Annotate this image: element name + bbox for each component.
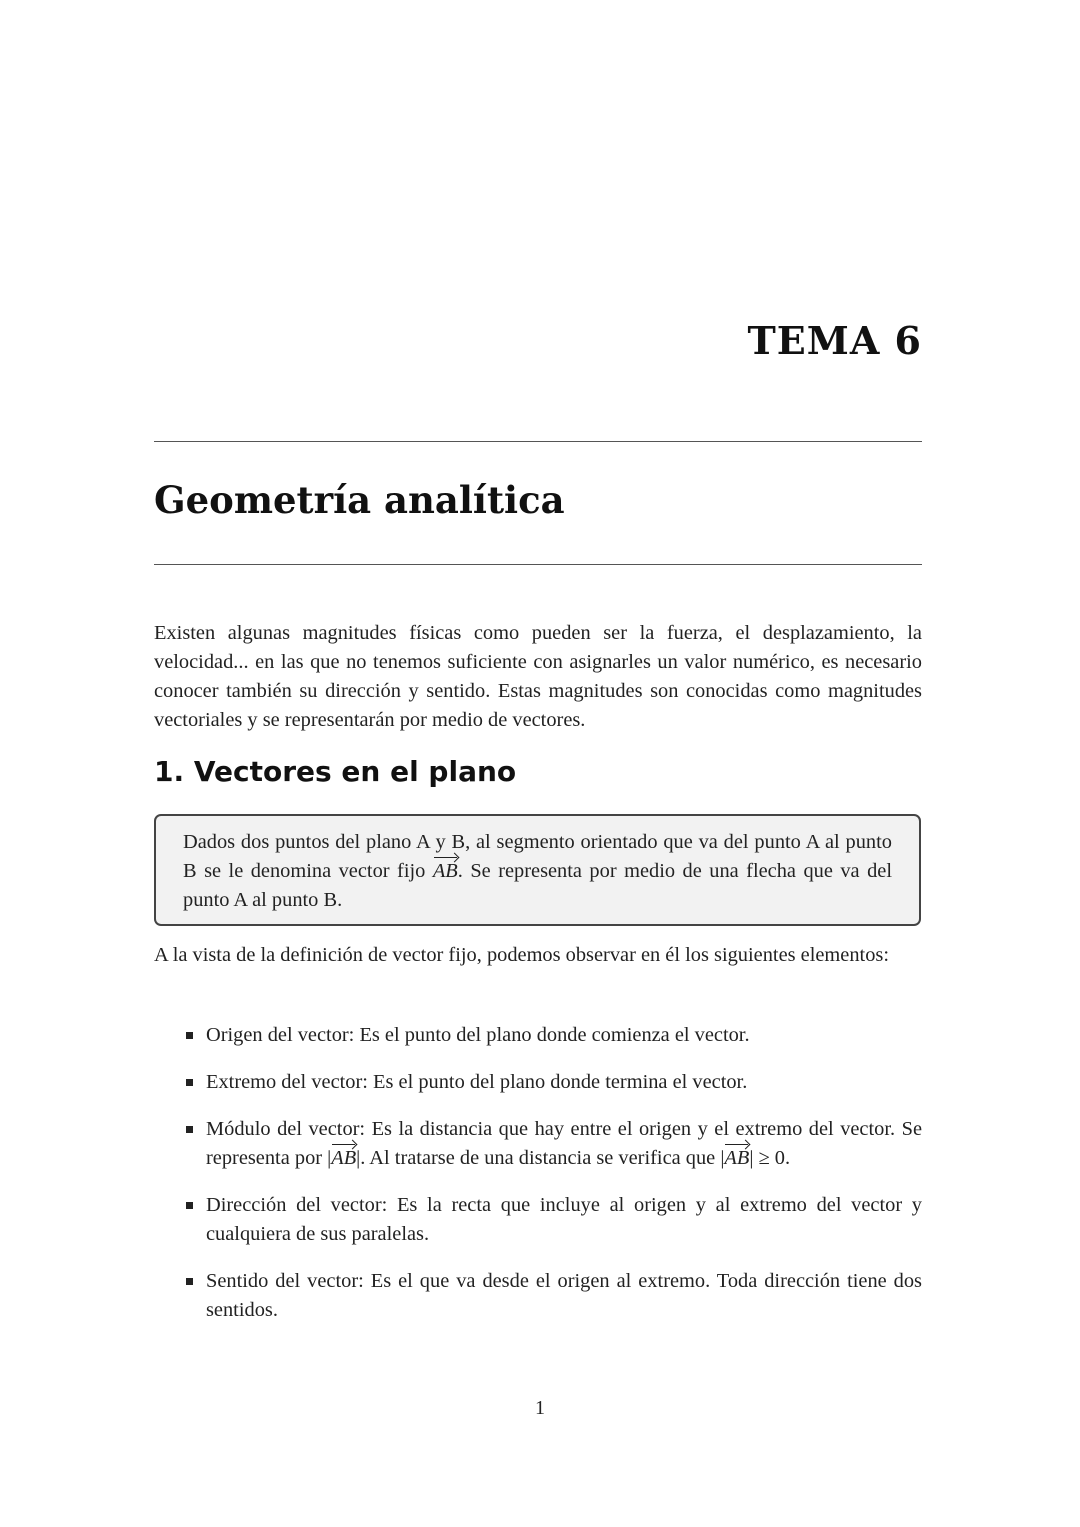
bullet-square-icon xyxy=(186,1202,193,1209)
definition-text-after: . Se representa por medio de una flecha que va del punto A al punto B. xyxy=(183,860,892,911)
vector-ab: AB xyxy=(433,857,458,886)
after-definition-paragraph: A la vista de la definición de vector fijo, podemos observar en él los siguientes elementos: xyxy=(154,944,889,966)
list-item-text: Extremo del vector: Es el punto del plano donde termina el vector. xyxy=(206,1071,748,1093)
chapter-title: Geometría analítica xyxy=(154,478,565,522)
list-item-origin xyxy=(154,1021,922,1050)
modulus-text-after: | ≥ 0. xyxy=(749,1147,791,1169)
list-item-end xyxy=(154,1068,922,1097)
vector-ab: AB xyxy=(724,1144,749,1173)
bullet-square-icon xyxy=(186,1126,193,1133)
section-heading: 1. Vectores en el plano xyxy=(154,755,517,788)
rule-bottom xyxy=(154,564,922,565)
chapter-label: TEMA 6 xyxy=(747,318,922,363)
bullet-square-icon xyxy=(186,1032,193,1039)
definition-text xyxy=(183,828,892,915)
list-item-sense xyxy=(154,1267,922,1325)
intro-paragraph: Existen algunas magnitudes físicas como pueden ser la fuerza, el desplazamiento, la velocidad... en las que no tenemos suficiente con asignarles un valor numérico, es necesario conocer también su dirección y sentido. Estas magnitudes son conocidas como magnitudes vectoriales y se representarán por medio de vectores. xyxy=(154,622,922,731)
modulus-text-before: Módulo del vector: Es la distancia que hay entre el origen y el extremo del vector. Se representa por | xyxy=(206,1118,922,1169)
elements-list xyxy=(154,1021,922,1343)
bullet-square-icon xyxy=(186,1278,193,1285)
rule-top xyxy=(154,441,922,442)
page-number: 1 xyxy=(535,1397,545,1419)
list-item-text: Origen del vector: Es el punto del plano donde comienza el vector. xyxy=(206,1024,750,1046)
list-item-modulus xyxy=(154,1115,922,1173)
modulus-text-middle: |. Al tratarse de una distancia se verifica que | xyxy=(356,1147,725,1169)
definition-text-before: Dados dos puntos del plano A y B, al segmento orientado que va del punto A al punto B se le denomina vector fijo xyxy=(183,831,892,882)
vector-ab: AB xyxy=(331,1144,356,1173)
list-item-text: Sentido del vector: Es el que va desde el origen al extremo. Toda dirección tiene dos sentidos. xyxy=(206,1270,922,1321)
bullet-square-icon xyxy=(186,1079,193,1086)
list-item-direction xyxy=(154,1191,922,1249)
list-item-text: Dirección del vector: Es la recta que incluye al origen y al extremo del vector y cualquiera de sus paralelas. xyxy=(206,1194,922,1245)
definition-box xyxy=(154,814,921,926)
